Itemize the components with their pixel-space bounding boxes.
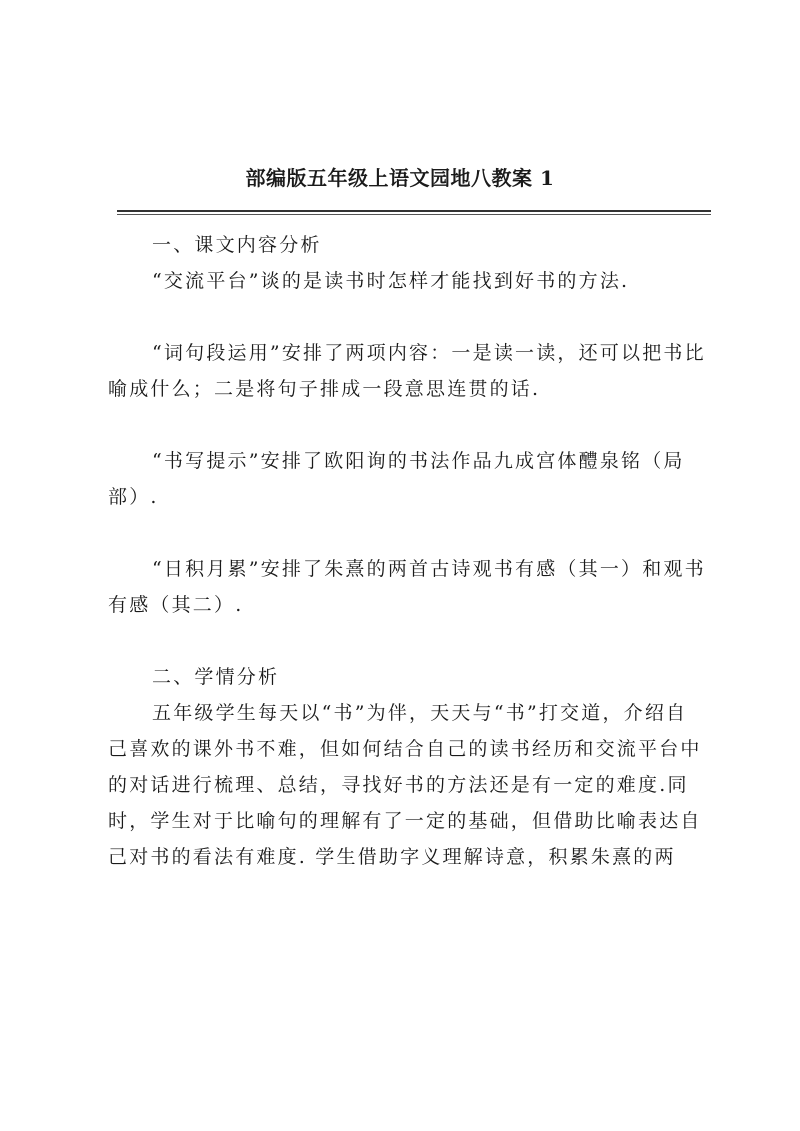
- section-heading-content-analysis: 一、课文内容分析: [152, 234, 322, 256]
- paragraph-sentence-usage: “词句段运用”安排了两项内容：一是读一读，还可以把书比喻成什么；二是将句子排成一段意思连贯的话.: [108, 342, 706, 400]
- section-heading-learning-analysis: 二、学情分析: [152, 666, 280, 688]
- document-title: 部编版五年级上语文园地八教案 1: [245, 166, 555, 190]
- paragraph-gap: [108, 623, 708, 659]
- paragraph-gap: [108, 407, 708, 443]
- title-rule-thick: [117, 210, 711, 212]
- paragraph-learning-analysis: 五年级学生每天以“书”为伴，天天与“书”打交道，介绍自己喜欢的课外书不难，但如何结合自己的读书经历和交流平台中的对话进行梳理、总结，寻找好书的方法还是有一定的难度.同时，学生对于比喻句的理解有了一定的基础，但借助比喻表达自己对书的看法有难度. 学生借助字义理解诗意，积累朱熹的两: [108, 702, 702, 868]
- paragraph-gap: [108, 515, 708, 551]
- title-rule-thin: [117, 214, 711, 215]
- paragraph-writing-tips: “书写提示”安排了欧阳询的书法作品九成宫体醴泉铭（局部）.: [108, 450, 685, 508]
- paragraph-gap: [108, 299, 708, 335]
- paragraph-exchange-platform: “交流平台”谈的是读书时怎样才能找到好书的方法.: [152, 270, 630, 292]
- paragraph-daily-accumulation: “日积月累”安排了朱熹的两首古诗观书有感（其一）和观书有感（其二）.: [108, 558, 706, 616]
- document-body: [108, 227, 708, 875]
